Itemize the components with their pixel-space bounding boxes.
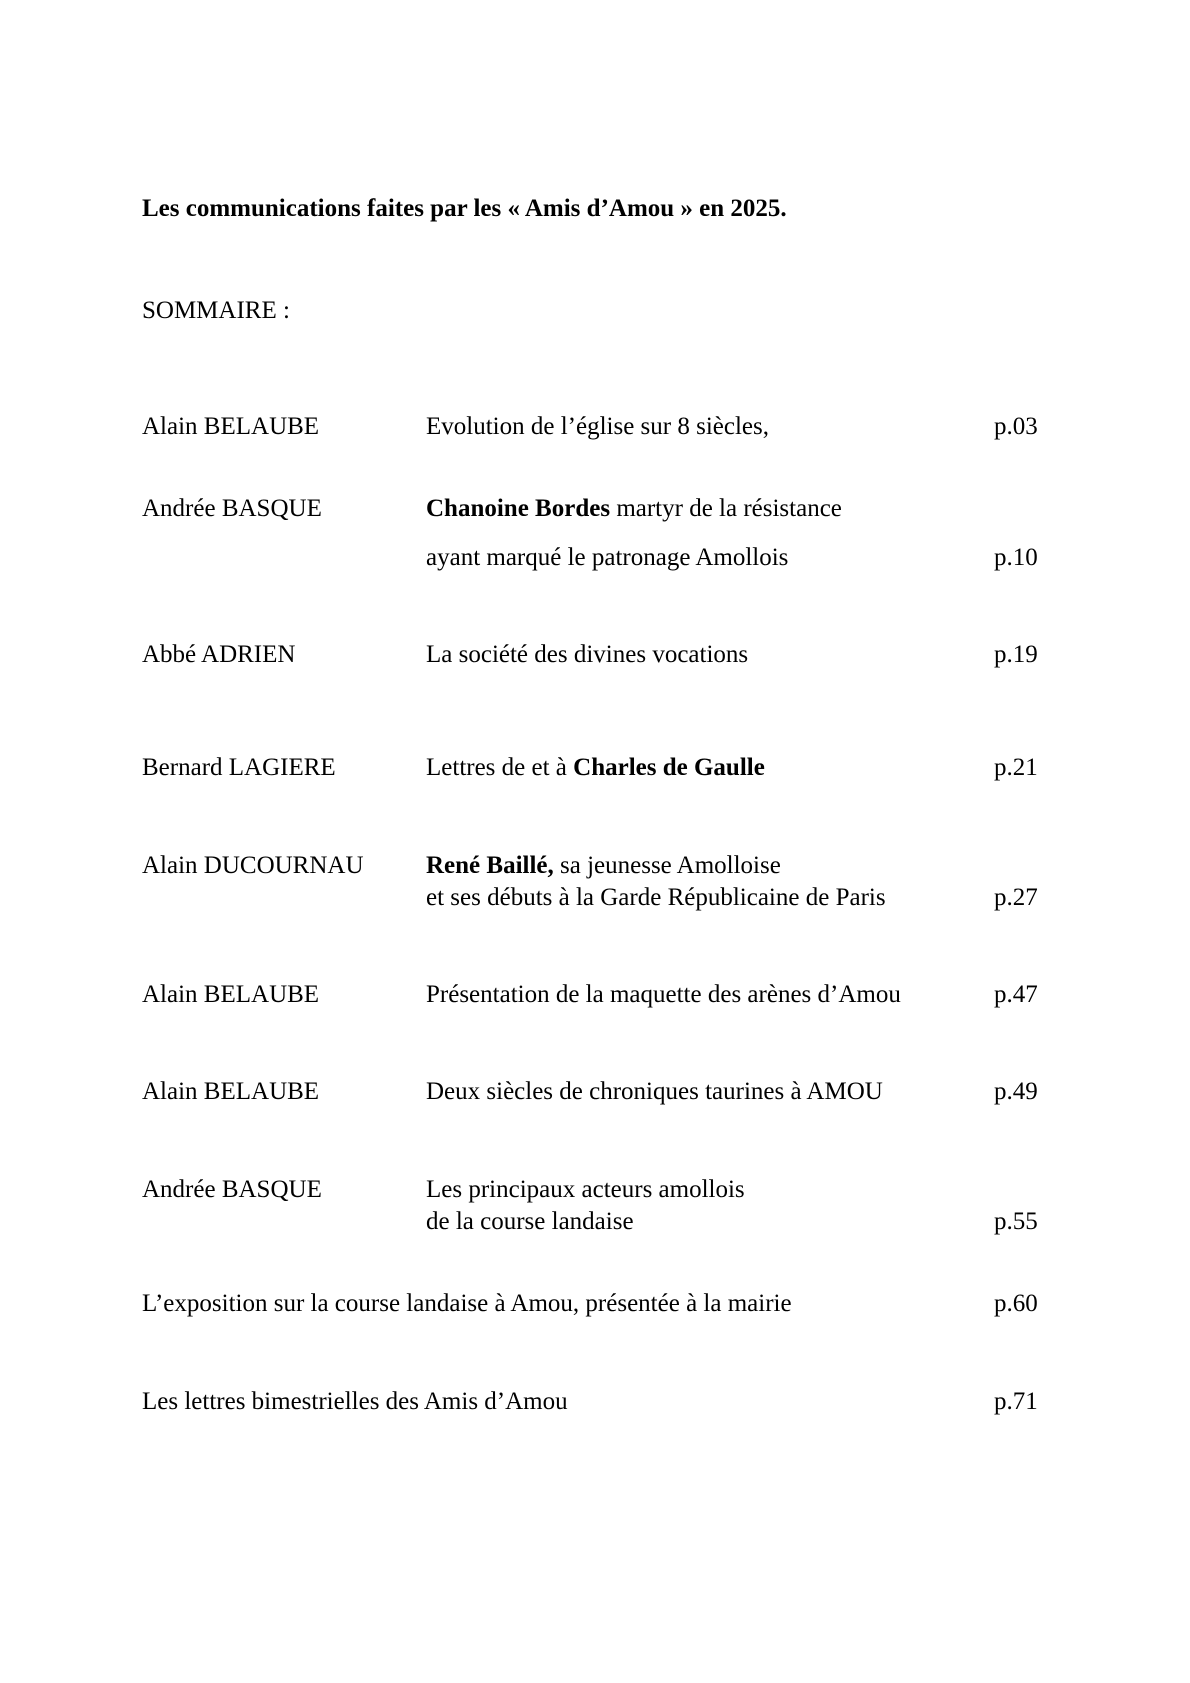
entry-title [426, 851, 781, 881]
sommaire-label: SOMMAIRE : [142, 297, 290, 324]
entry-page: p.55 [994, 1208, 1038, 1235]
entry-page: p.49 [994, 1078, 1038, 1105]
entry-author: Alain BELAUBE [142, 1078, 320, 1105]
entry-page: p.19 [994, 641, 1038, 668]
entry-page: p.71 [994, 1388, 1038, 1415]
entry-page: p.27 [994, 884, 1038, 911]
entry-author: Abbé ADRIEN [142, 641, 296, 668]
entry-page: p.10 [994, 544, 1038, 571]
entry-title-bold: Charles de Gaulle [573, 754, 765, 781]
entry-full-title: Les lettres bimestrielles des Amis d’Amou [142, 1388, 568, 1415]
entry-title [426, 753, 765, 783]
entry-title-bold: René Baillé, [426, 852, 554, 879]
entry-title-bold: Chanoine Bordes [426, 495, 611, 522]
entry-title: Deux siècles de chroniques taurines à AMOU [426, 1078, 883, 1105]
entry-page: p.21 [994, 754, 1038, 781]
entry-title-pre: Lettres de et à [426, 754, 574, 781]
entry-title-line2: et ses débuts à la Garde Républicaine de Paris [426, 884, 886, 911]
entry-title: Les principaux acteurs amollois [426, 1176, 745, 1203]
entry-author: Andrée BASQUE [142, 495, 322, 522]
entry-title-line2: de la course landaise [426, 1208, 634, 1235]
entry-title: Evolution de l’église sur 8 siècles, [426, 413, 769, 440]
entry-title-line2: ayant marqué le patronage Amollois [426, 544, 789, 571]
entry-title: Présentation de la maquette des arènes d’Amou [426, 981, 901, 1008]
entry-title [426, 494, 842, 524]
entry-author: Alain DUCOURNAU [142, 852, 364, 879]
entry-page: p.60 [994, 1290, 1038, 1317]
entry-page: p.03 [994, 413, 1038, 440]
entry-author: Alain BELAUBE [142, 981, 320, 1008]
entry-title-rest: martyr de la résistance [610, 495, 842, 522]
entry-full-title: L’exposition sur la course landaise à Amou, présentée à la mairie [142, 1290, 792, 1317]
entry-author: Alain BELAUBE [142, 413, 320, 440]
entry-page: p.47 [994, 981, 1038, 1008]
entry-title-rest: sa jeunesse Amolloise [553, 852, 781, 879]
entry-author: Andrée BASQUE [142, 1176, 322, 1203]
document-heading: Les communications faites par les « Amis d’Amou » en 2025. [142, 195, 787, 222]
entry-author: Bernard LAGIERE [142, 754, 336, 781]
entry-title: La société des divines vocations [426, 641, 749, 668]
